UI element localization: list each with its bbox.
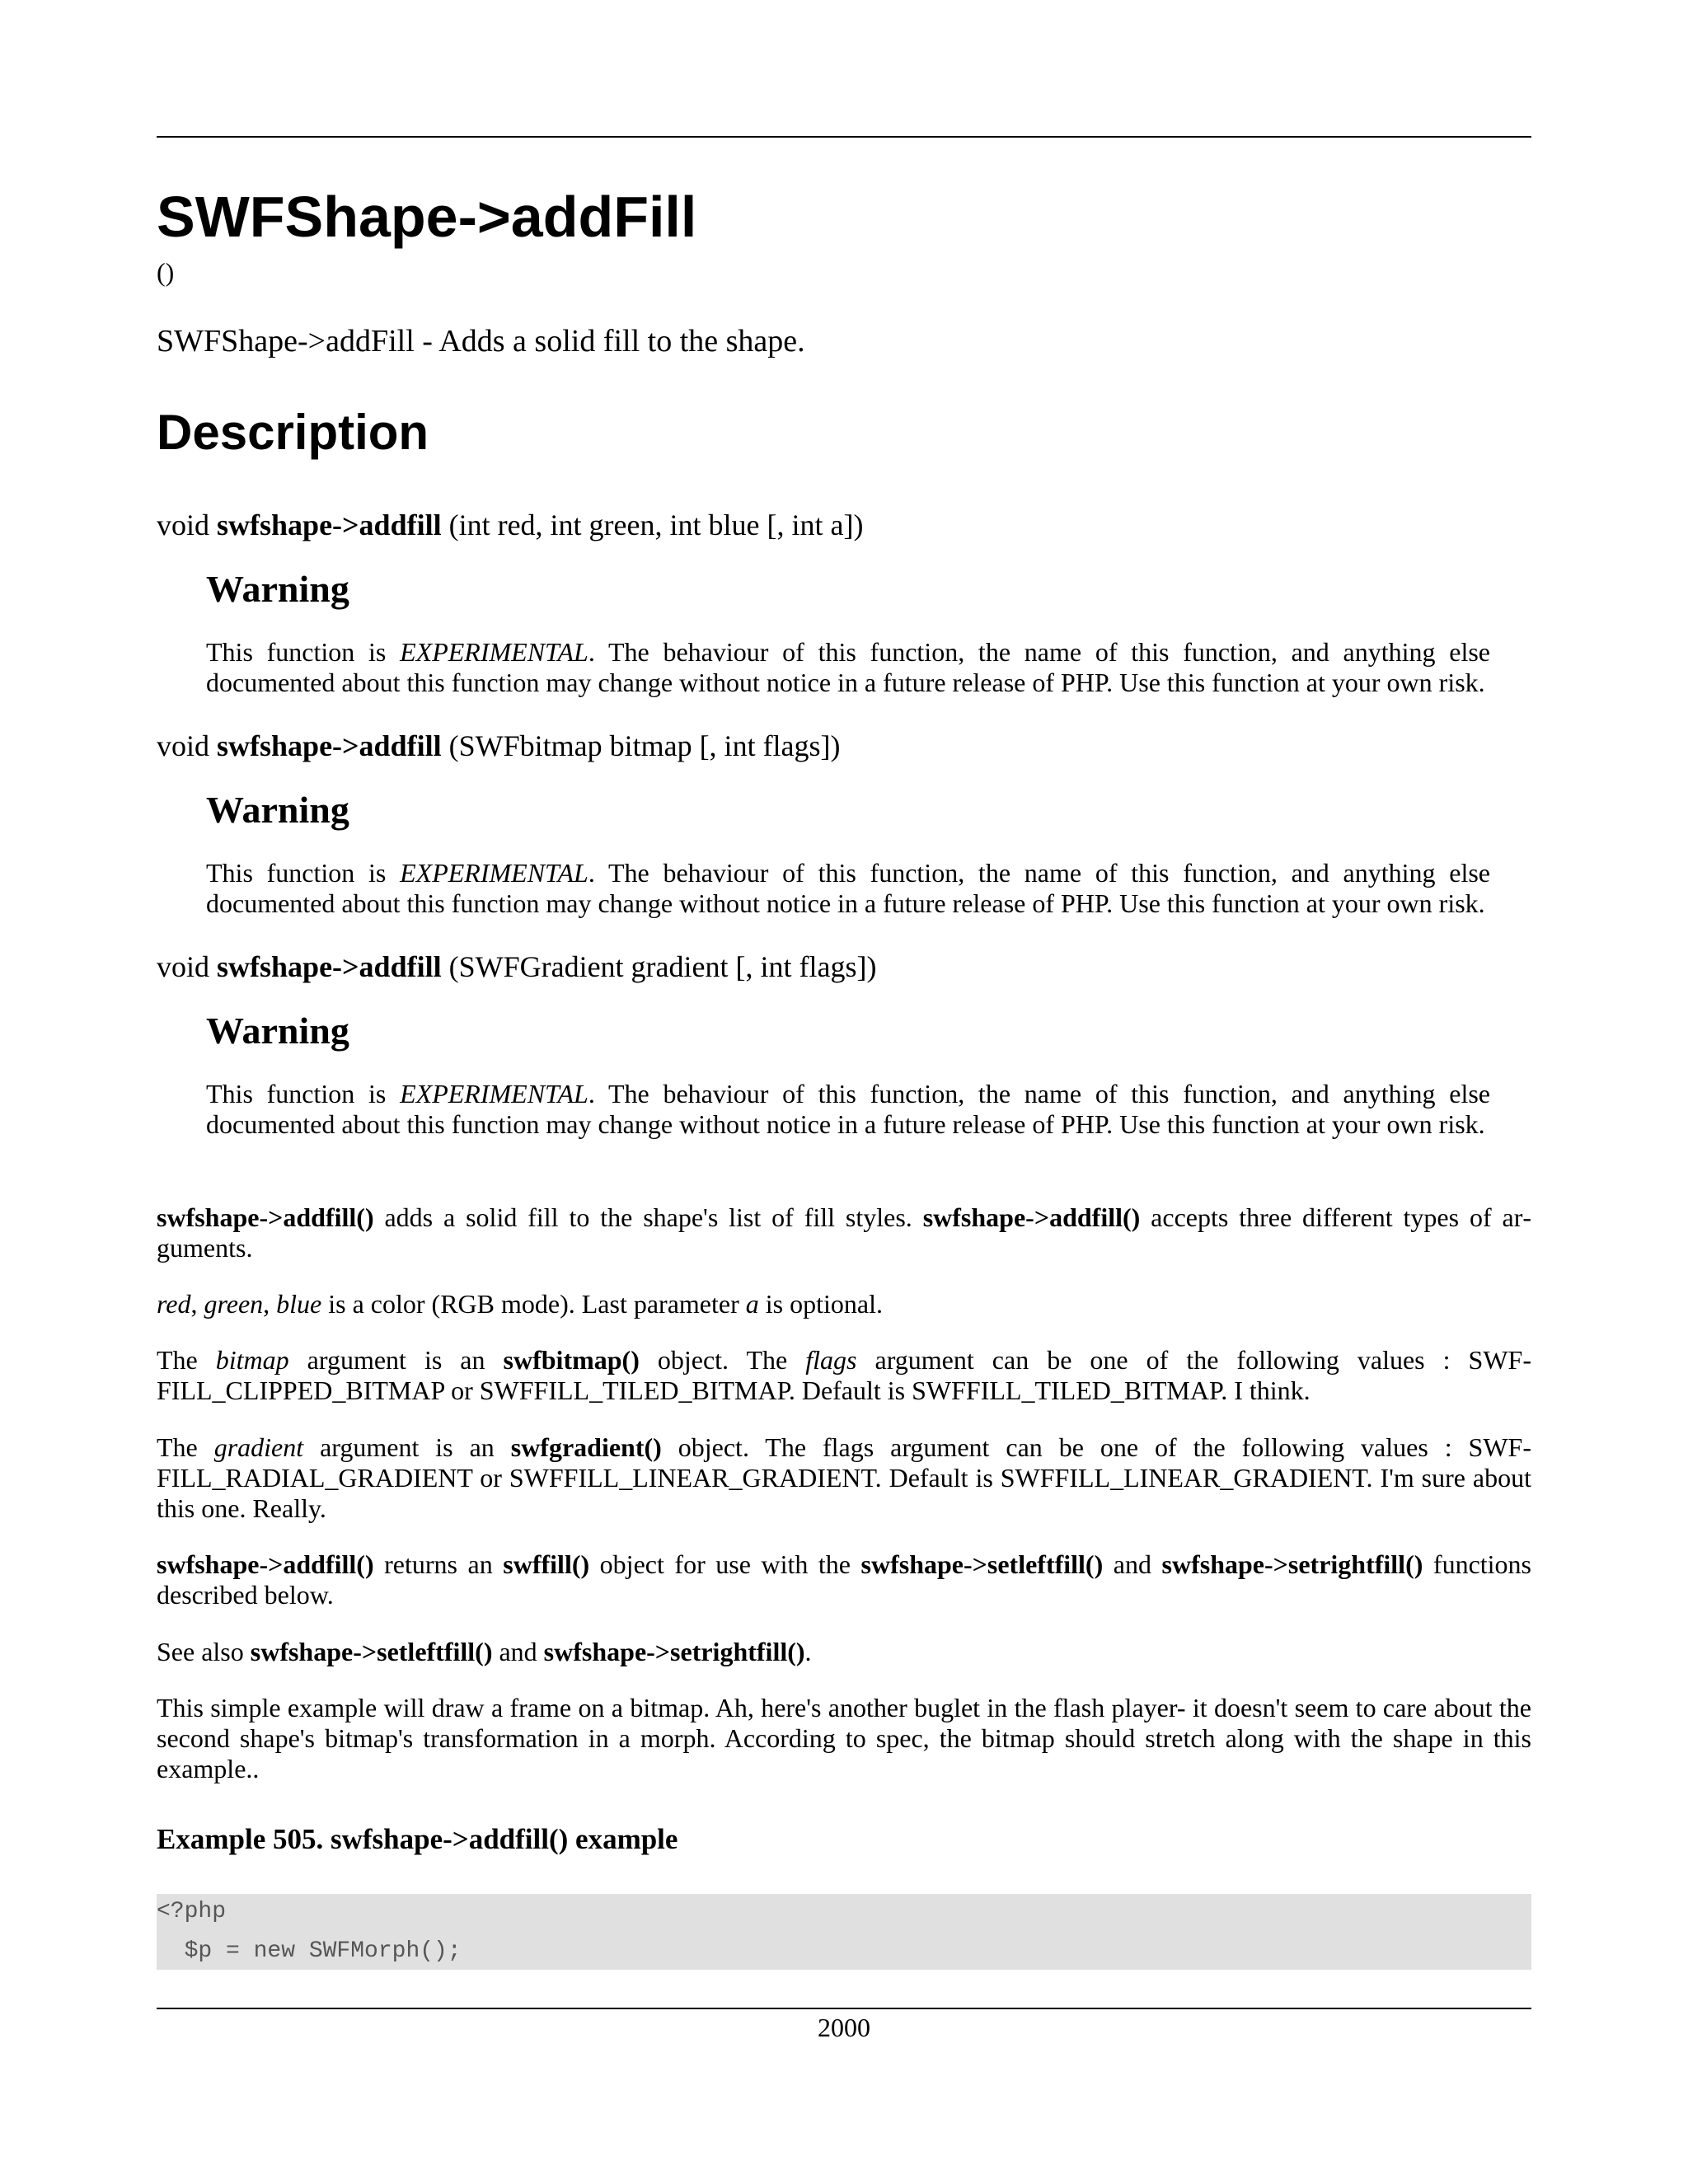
- text: and: [1103, 1549, 1162, 1579]
- warning-emphasis: EXPERIMENTAL: [400, 858, 588, 888]
- synopsis-function-name: swfshape->addfill: [217, 509, 442, 541]
- text: returns an: [373, 1549, 504, 1579]
- text: object. The: [639, 1345, 806, 1375]
- paragraph-rgb: [157, 1289, 1531, 1319]
- text: .: [804, 1637, 812, 1666]
- synopsis-type: void: [157, 729, 210, 762]
- text: object. The flags argument can be one of the following values : SWFFILL_RADIAL_GRADIENT or SWFFILL_LINEAR_GRADIENT. Default is SWFFILL_LINEAR_GRADIENT. I'm sure about this one. Really.: [157, 1432, 1532, 1523]
- text: object for use with the: [589, 1549, 861, 1579]
- code-block: [157, 1894, 1531, 1970]
- synopsis-3: [157, 949, 876, 985]
- synopsis-1: [157, 508, 863, 543]
- function-ref: swfshape->addfill(): [922, 1202, 1141, 1232]
- param-green: green: [204, 1289, 264, 1319]
- function-ref: swfshape->setrightfill(): [1161, 1549, 1423, 1579]
- warning-title-1: Warning: [206, 568, 349, 610]
- synopsis-function-name: swfshape->addfill: [217, 950, 442, 983]
- paragraph-addfill-summary: [157, 1202, 1531, 1263]
- text: The: [157, 1345, 216, 1375]
- page-number: 2000: [818, 2013, 870, 2042]
- param-blue: blue: [276, 1289, 322, 1319]
- paragraph-see-also: [157, 1637, 1531, 1667]
- paragraph-gradient: [157, 1432, 1531, 1524]
- function-ref: swfshape->addfill(): [157, 1549, 374, 1579]
- warning-text-3: [206, 1079, 1490, 1140]
- text: ,: [263, 1289, 277, 1319]
- param-gradient: gradient: [213, 1432, 304, 1462]
- text: argument is an: [303, 1432, 511, 1462]
- function-ref: swfshape->setleftfill(): [860, 1549, 1104, 1579]
- paragraph-example-intro: This simple example will draw a frame on a bitmap. Ah, here's another buglet in the flash player- it doesn't seem to care about the second shape's bitmap's transformation in a morph. According to spec, the bitmap should stretch along with the shape in this example..: [157, 1693, 1531, 1783]
- synopsis-type: void: [157, 950, 210, 983]
- param-flags: flags: [805, 1345, 857, 1375]
- warning-text-1: [206, 637, 1490, 698]
- warning-emphasis: EXPERIMENTAL: [400, 1079, 588, 1108]
- param-a: a: [745, 1289, 759, 1319]
- text: argument is an: [288, 1345, 504, 1375]
- warning-rest: . The behaviour of this function, the name of this function, and anything else documented about this function may change without notice in a future release of PHP. Use this function at your own risk.: [206, 637, 1491, 697]
- text: accepts three different types of arguments.: [157, 1202, 1532, 1263]
- bottom-rule: [157, 2008, 1531, 2009]
- text: and: [492, 1637, 544, 1666]
- top-rule: [157, 136, 1531, 138]
- text: ,: [190, 1289, 204, 1319]
- synopsis-args: (SWFbitmap bitmap [, int flags]): [448, 729, 841, 762]
- synopsis-type: void: [157, 509, 210, 541]
- warning-lead: This function is: [206, 1079, 401, 1108]
- title-parens: (): [157, 257, 175, 287]
- warning-title-3: Warning: [206, 1010, 349, 1052]
- text: See also: [157, 1637, 251, 1666]
- function-ref: swfgradient(): [510, 1432, 662, 1462]
- warning-emphasis: EXPERIMENTAL: [400, 637, 588, 667]
- warning-rest: . The behaviour of this function, the name of this function, and anything else documented about this function may change without notice in a future release of PHP. Use this function at your own risk.: [206, 1079, 1491, 1139]
- warning-rest: . The behaviour of this function, the name of this function, and anything else documented about this function may change without notice in a future release of PHP. Use this function at your own risk.: [206, 858, 1491, 918]
- page-title: SWFShape->addFill: [157, 185, 697, 249]
- function-ref: swfshape->setleftfill(): [250, 1637, 493, 1666]
- text: is optional.: [758, 1289, 883, 1319]
- warning-text-2: [206, 858, 1490, 919]
- param-bitmap: bitmap: [215, 1345, 289, 1375]
- warning-lead: This function is: [206, 637, 401, 667]
- function-ref: swfshape->setrightfill(): [543, 1637, 805, 1666]
- function-ref: swffill(): [503, 1549, 590, 1579]
- synopsis-args: (SWFGradient gradient [, int flags]): [448, 950, 877, 983]
- text: functions described below.: [157, 1549, 1532, 1610]
- warning-lead: This function is: [206, 858, 401, 888]
- synopsis-2: [157, 729, 841, 764]
- text: argument can be one of the following values : SWFFILL_CLIPPED_BITMAP or SWFFILL_TILED_BITMAP. Default is SWFFILL_TILED_BITMAP. I think.: [157, 1345, 1532, 1405]
- paragraph-bitmap: [157, 1345, 1531, 1406]
- synopsis-args: (int red, int green, int blue [, int a]): [448, 509, 864, 541]
- example-title: Example 505. swfshape->addfill() example: [157, 1823, 678, 1855]
- warning-title-2: Warning: [206, 789, 349, 831]
- text: adds a solid fill to the shape's list of fill styles.: [373, 1202, 923, 1232]
- text: The: [157, 1432, 214, 1462]
- code-line-2: $p = new SWFMorph();: [157, 1938, 462, 1964]
- function-ref: swfshape->addfill(): [157, 1202, 374, 1232]
- synopsis-function-name: swfshape->addfill: [217, 729, 442, 762]
- description-heading: Description: [157, 405, 429, 460]
- code-line-1: <?php: [157, 1899, 227, 1924]
- function-ref: swfbitmap(): [503, 1345, 640, 1375]
- paragraph-returns: [157, 1549, 1531, 1610]
- text: is a color (RGB mode). Last parameter: [321, 1289, 746, 1319]
- purpose-line: SWFShape->addFill - Adds a solid fill to the shape.: [157, 324, 805, 359]
- param-red: red: [157, 1289, 191, 1319]
